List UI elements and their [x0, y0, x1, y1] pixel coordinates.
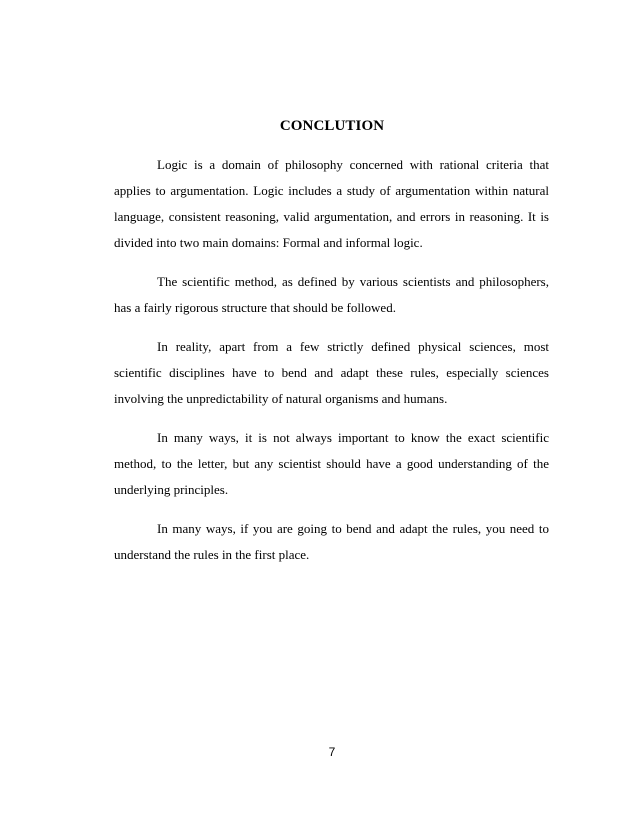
page-number: 7 [328, 745, 336, 759]
page-title: CONCLUTION [279, 118, 385, 134]
body-text [114, 152, 549, 581]
paragraph-reality: In reality, apart from a few strictly defined physical sciences, most scientific disciplines have to bend and adapt these rules, especially sciences involving the unpredictability of natural organisms and humans. [114, 339, 549, 406]
paragraph-principles: In many ways, it is not always important to know the exact scientific method, to the letter, but any scientist should have a good understanding of the underlying principles. [114, 430, 549, 497]
paragraph-logic: Logic is a domain of philosophy concerned with rational criteria that applies to argumentation. Logic includes a study of argumentation within natural language, consistent reasoning, valid argumentation, and errors in reasoning. It is divided into two main domains: Formal and informal logic. [114, 157, 549, 250]
paragraph-scientific-method: The scientific method, as defined by various scientists and philosophers, has a fairly rigorous structure that should be followed. [114, 274, 549, 315]
paragraph-rules: In many ways, if you are going to bend and adapt the rules, you need to understand the rules in the first place. [114, 521, 549, 562]
